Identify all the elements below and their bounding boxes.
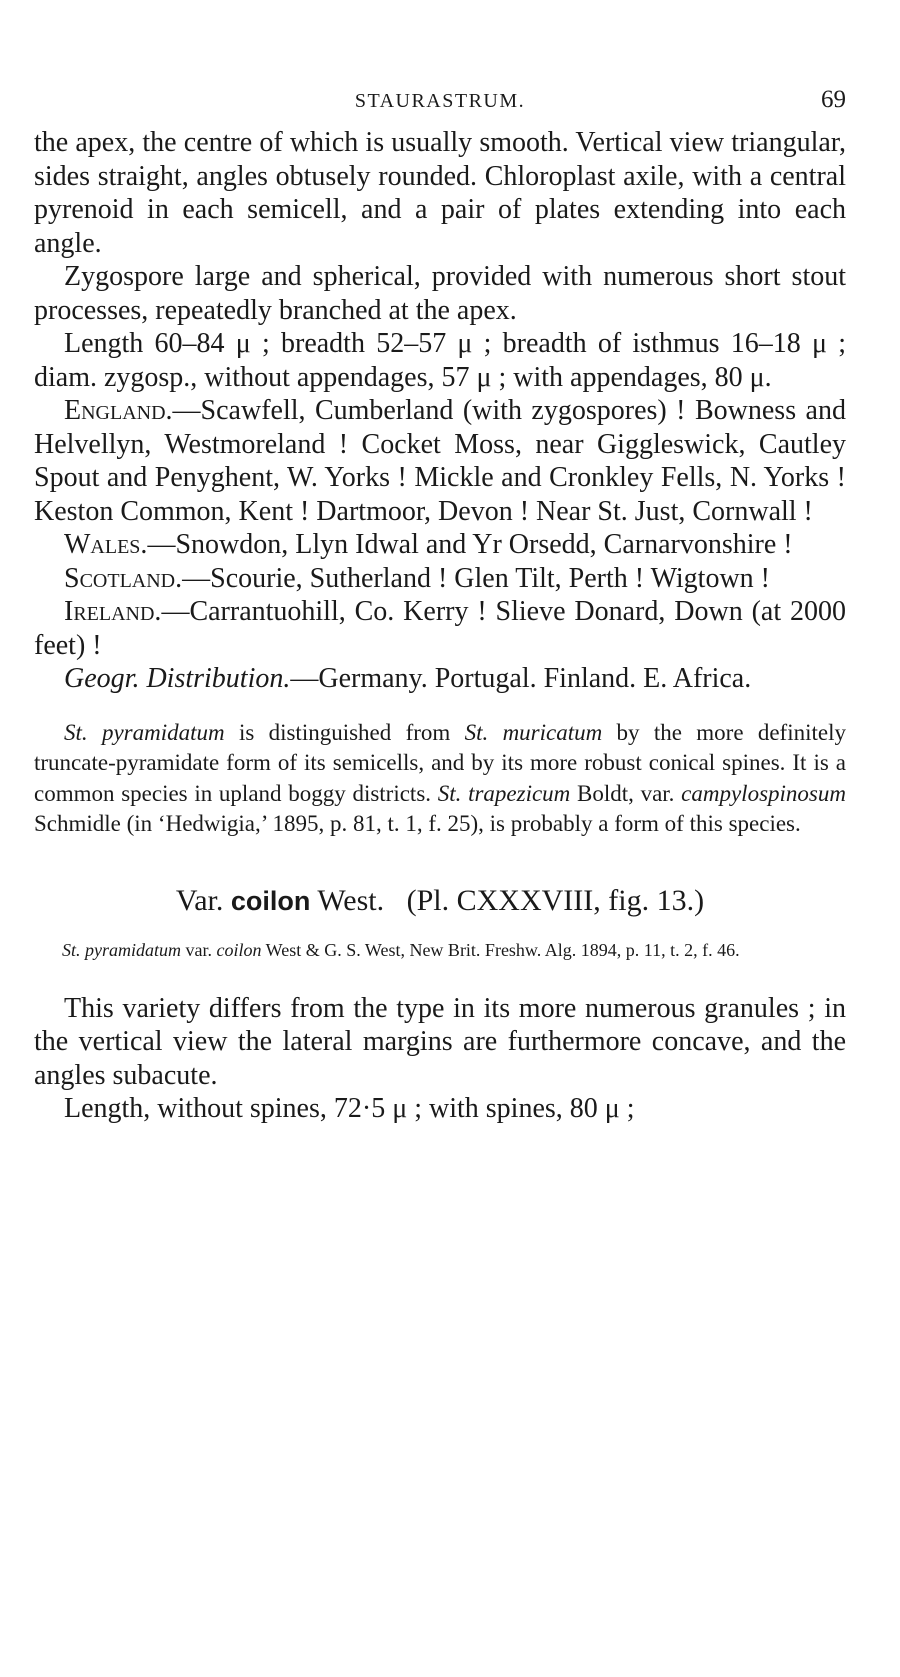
running-title: STAURASTRUM. <box>354 90 526 112</box>
note-text: Boldt, var. <box>570 780 682 806</box>
scotland-label: Scotland. <box>64 562 183 594</box>
taxonomic-note <box>34 718 846 840</box>
plate-reference: (Pl. CXXXVIII, fig. 13.) <box>406 883 705 917</box>
synonym-taxon: St. pyramidatum <box>62 939 181 960</box>
variety-prefix: Var. <box>175 883 231 917</box>
note-text: is distinguished from <box>224 719 465 745</box>
ireland-localities <box>34 595 846 662</box>
variety-description <box>34 992 846 1126</box>
geographic-distribution <box>34 662 846 696</box>
england-label: England. <box>64 395 173 426</box>
wales-localities <box>34 528 846 562</box>
wales-label: Wales. <box>64 529 148 560</box>
scotland-text: —Scourie, Sutherland ! Glen Tilt, Perth ! Wigtown ! <box>182 562 771 594</box>
synonymy-citation <box>62 938 846 962</box>
wales-text: —Snowdon, Llyn Idwal and Yr Orsedd, Carnarvonshire ! <box>147 529 793 560</box>
measurements-paragraph: Length 60–84 μ ; breadth 52–57 μ ; breadth of isthmus 16–18 μ ; diam. zygosp., without appendages, 57 μ ; with appendages, 80 μ. <box>34 328 846 393</box>
zygospore-paragraph: Zygospore large and spherical, provided with numerous short stout processes, repeatedly branched at the apex. <box>34 261 846 326</box>
species-description <box>34 126 846 696</box>
geogr-label: Geogr. Distribution. <box>64 663 291 694</box>
description-paragraph: the apex, the centre of which is usually smooth. Vertical view triangular, sides straight, angles obtusely rounded. Chloroplast axile, with a central pyrenoid in each semicell, and a pair of plates extending into each angle. <box>34 127 846 259</box>
note-taxon-name: St. pyramidatum <box>64 719 225 745</box>
geogr-text: —Germany. Portugal. Finland. E. Africa. <box>290 663 752 694</box>
note-taxon-name: St. muricatum <box>464 719 603 745</box>
variety-name: coilon <box>230 885 311 916</box>
ireland-label: Ireland. <box>64 596 162 627</box>
note-taxon-name: St. trapezicum <box>437 780 571 806</box>
england-text: —Scawfell, Cumberland (with zygospores) ! Bowness and Helvellyn, Westmoreland ! Cocket Moss, near Giggleswick, Cautley Spout and Penyghent, W. Yorks ! Mickle and Cronkley Fells, N. Yorks ! Keston Common, Kent ! Dartmoor, Devon ! Near St. Just, Cornwall ! <box>34 395 846 527</box>
synonym-taxon: coilon <box>216 939 262 960</box>
page-number: 69 <box>821 86 846 113</box>
book-page <box>34 86 846 1126</box>
variety-heading <box>34 882 846 920</box>
england-localities <box>34 394 846 528</box>
variety-author: West. <box>310 883 385 917</box>
variety-paragraph: This variety differs from the type in its more numerous granules ; in the vertical view the lateral margins are furthermore concave, and the angles subacute. <box>34 992 846 1091</box>
note-text: by the more definitely truncate-pyramidate form of its semicells, and by its more robust conical spines. It is a common species in upland boggy districts. <box>34 719 846 806</box>
note-taxon-name: campylospinosum <box>681 780 846 806</box>
ireland-text: —Carrantuohill, Co. Kerry ! Slieve Donard, Down (at 2000 feet) ! <box>34 596 846 661</box>
variety-measurements: Length, without spines, 72·5 μ ; with spines, 80 μ ; <box>64 1093 635 1124</box>
note-text: Schmidle (in ‘Hedwigia,’ 1895, p. 81, t. 1, f. 25), is probably a form of this species. <box>34 811 801 836</box>
running-head <box>34 86 846 126</box>
synonym-text: var. <box>181 939 217 960</box>
scotland-localities <box>34 562 846 596</box>
synonym-text: West & G. S. West, New Brit. Freshw. Alg. 1894, p. 11, t. 2, f. 46. <box>261 939 740 960</box>
